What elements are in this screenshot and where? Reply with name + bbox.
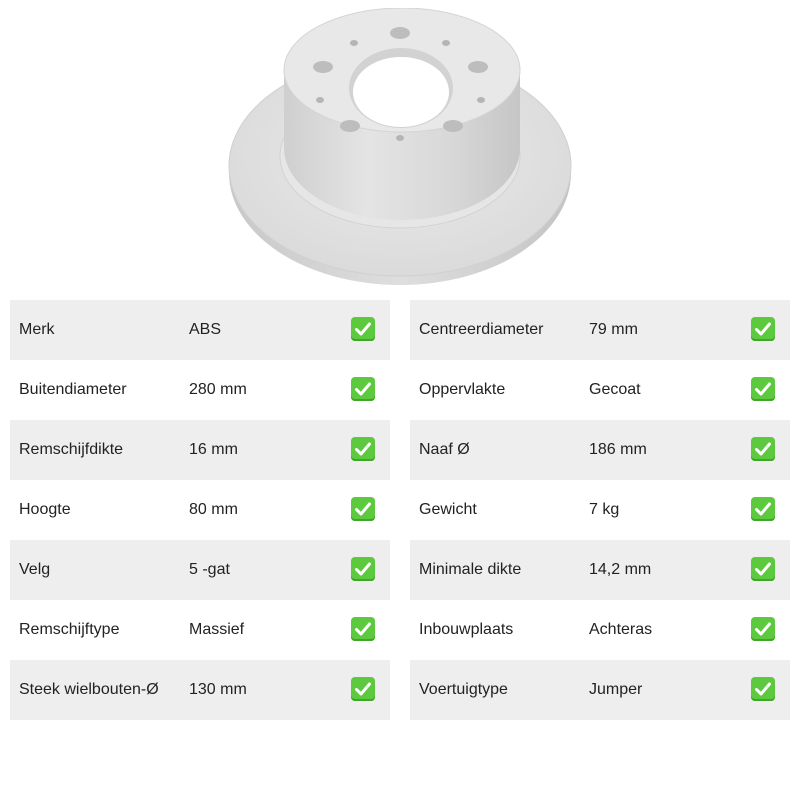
spec-value: 130 mm bbox=[189, 681, 247, 698]
spec-label: Buitendiameter bbox=[19, 381, 127, 398]
spec-value: Massief bbox=[189, 621, 245, 638]
spec-value: 80 mm bbox=[189, 501, 238, 518]
spec-row-naaf bbox=[410, 420, 790, 480]
spec-row-hoogte bbox=[10, 480, 390, 540]
spec-row-oppervlakte bbox=[410, 360, 790, 420]
spec-value: Jumper bbox=[589, 681, 643, 698]
spec-label: Remschijfdikte bbox=[19, 441, 124, 458]
check-icon bbox=[351, 557, 375, 581]
spec-row-inbouwplaats bbox=[410, 600, 790, 660]
spec-value: 186 mm bbox=[589, 441, 647, 458]
spec-value: 7 kg bbox=[589, 501, 620, 518]
check-icon bbox=[351, 497, 375, 521]
spec-label: Centreerdiameter bbox=[419, 321, 544, 338]
spec-row-velg bbox=[10, 540, 390, 600]
spec-label: Inbouwplaats bbox=[419, 621, 514, 638]
spec-row-steek-wielbouten bbox=[10, 660, 390, 720]
spec-label: Steek wielbouten-Ø bbox=[19, 681, 159, 698]
spec-label: Minimale dikte bbox=[419, 561, 522, 578]
spec-row-gewicht bbox=[410, 480, 790, 540]
check-icon bbox=[351, 377, 375, 401]
spec-table-left bbox=[10, 300, 390, 720]
check-icon bbox=[751, 377, 775, 401]
spec-row-buitendiameter bbox=[10, 360, 390, 420]
brake-disc-image bbox=[220, 8, 580, 290]
check-icon bbox=[751, 557, 775, 581]
spec-row-merk bbox=[10, 300, 390, 360]
spec-row-centreerdiameter bbox=[410, 300, 790, 360]
spec-value: 14,2 mm bbox=[589, 561, 652, 578]
spec-value: 5 -gat bbox=[189, 561, 230, 578]
spec-label: Merk bbox=[19, 321, 55, 338]
spec-value: 79 mm bbox=[589, 321, 638, 338]
check-icon bbox=[351, 677, 375, 701]
spec-row-remschijfdikte bbox=[10, 420, 390, 480]
check-icon bbox=[751, 497, 775, 521]
spec-row-voertuigtype bbox=[410, 660, 790, 720]
check-icon bbox=[351, 617, 375, 641]
spec-label: Voertuigtype bbox=[419, 681, 508, 698]
spec-value: ABS bbox=[189, 321, 222, 338]
check-icon bbox=[751, 617, 775, 641]
spec-value: Gecoat bbox=[589, 381, 641, 398]
spec-label: Remschijftype bbox=[19, 621, 120, 638]
spec-label: Oppervlakte bbox=[419, 381, 506, 398]
spec-value: 16 mm bbox=[189, 441, 238, 458]
spec-value: Achteras bbox=[589, 621, 653, 638]
check-icon bbox=[351, 437, 375, 461]
spec-label: Velg bbox=[19, 561, 51, 578]
check-icon bbox=[751, 437, 775, 461]
spec-row-remschijftype bbox=[10, 600, 390, 660]
spec-label: Gewicht bbox=[419, 501, 477, 518]
spec-label: Naaf Ø bbox=[419, 441, 470, 458]
spec-value: 280 mm bbox=[189, 381, 247, 398]
spec-table-right bbox=[410, 300, 790, 720]
check-icon bbox=[751, 677, 775, 701]
check-icon bbox=[751, 317, 775, 341]
spec-row-minimale-dikte bbox=[410, 540, 790, 600]
spec-label: Hoogte bbox=[19, 501, 71, 518]
check-icon bbox=[351, 317, 375, 341]
